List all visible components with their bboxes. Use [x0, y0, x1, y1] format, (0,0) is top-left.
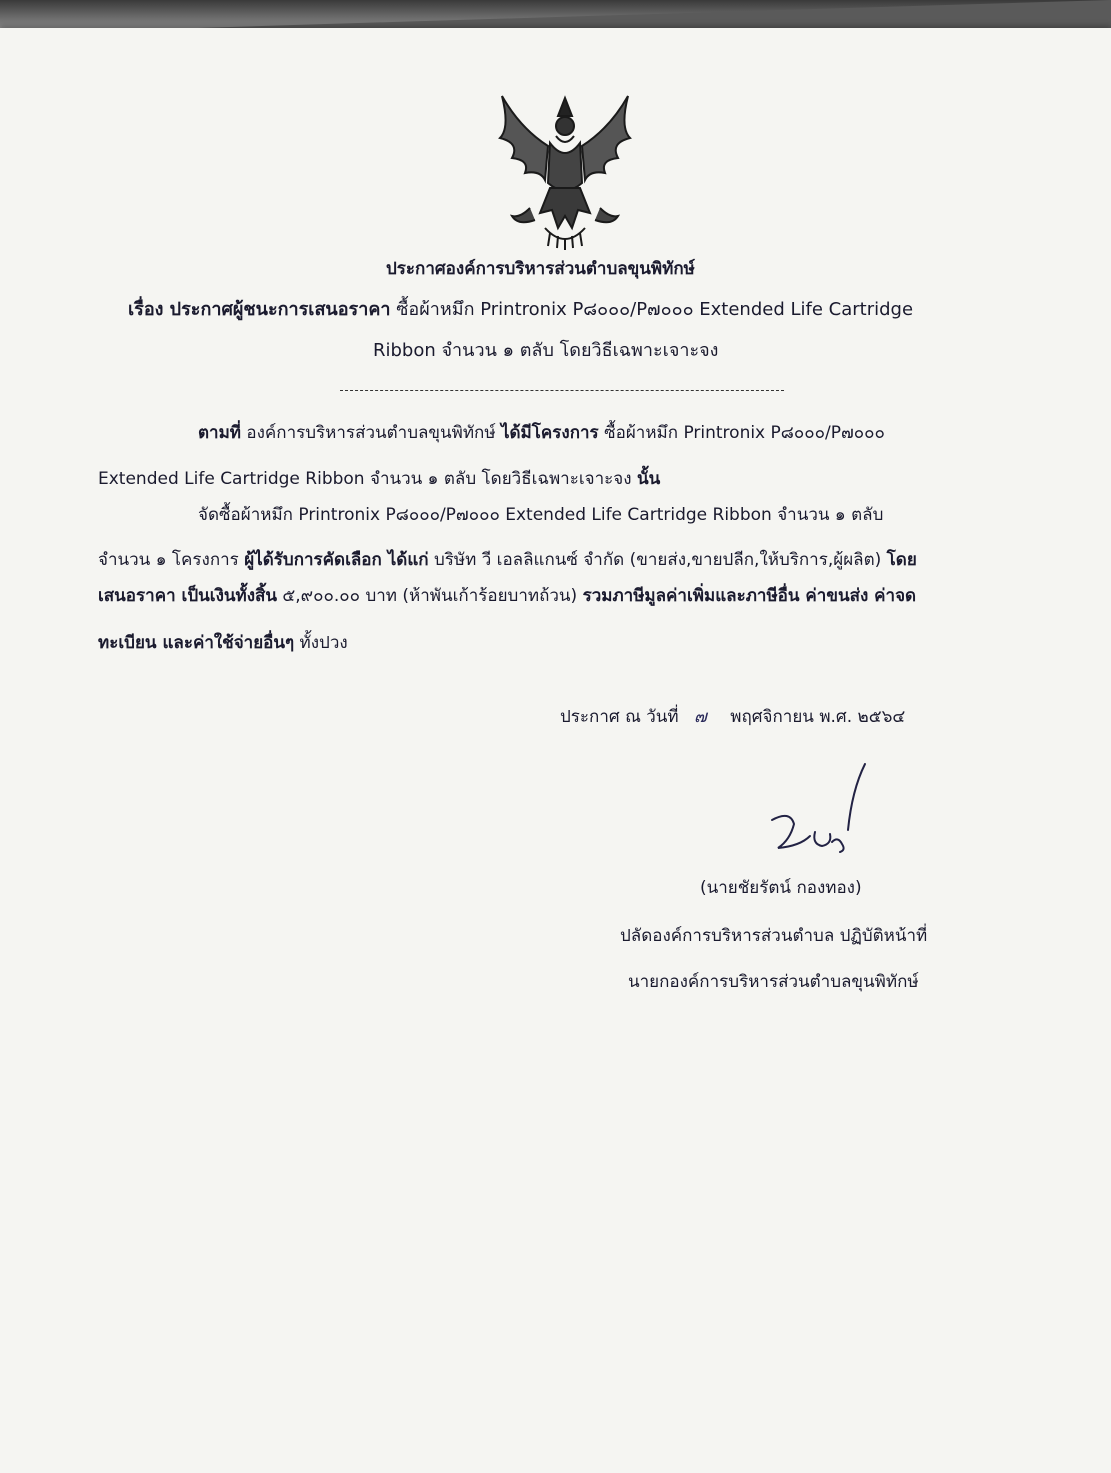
p2-l3-b: ๕,๙๐๐.๐๐ บาท (ห้าพันเก้าร้อยบาทถ้วน) [282, 586, 578, 606]
org-announcement-title: ประกาศองค์การบริหารส่วนตำบลขุนพิทักษ์ [386, 259, 695, 279]
date-prefix: ประกาศ ณ วันที่ [560, 707, 679, 727]
p1-line2: Extended Life Cartridge Ribbon จำนวน ๑ ตลับ โดยวิธีเฉพาะเจาะจง [98, 469, 632, 489]
p1-lead: ตามที่ [198, 423, 241, 443]
garuda-emblem-icon [490, 88, 640, 253]
subject-line [128, 298, 913, 322]
p1-item: ซื้อผ้าหมึก Printronix P๘๐๐๐/P๗๐๐๐ [604, 423, 885, 443]
date-rest: พฤศจิกายน พ.ศ. ๒๕๖๔ [730, 707, 906, 727]
paragraph-1-line-2 [98, 467, 660, 491]
signatory-name: (นายชัยรัตน์ กองทอง) [700, 878, 862, 898]
date-day: ๗ [694, 707, 707, 727]
paragraph-2-line-1: จัดซื้อผ้าหมึก Printronix P๘๐๐๐/P๗๐๐๐ Extended Life Cartridge Ribbon จำนวน ๑ ตลับ [198, 505, 884, 525]
p2-l4-a: ทะเบียน และค่าใช้จ่ายอื่นๆ [98, 633, 295, 653]
paragraph-2-line-2 [98, 548, 917, 572]
subject-line-2: Ribbon จำนวน ๑ ตลับ โดยวิธีเฉพาะเจาะจง [373, 340, 719, 361]
paragraph-2-line-4 [98, 631, 348, 655]
signatory-position-2: นายกองค์การบริหารส่วนตำบลขุนพิทักษ์ [628, 972, 919, 992]
divider-line [340, 390, 784, 391]
announce-date [560, 705, 905, 729]
subject-label: เรื่อง ประกาศผู้ชนะการเสนอราคา [128, 299, 391, 320]
p2-l4-b: ทั้งปวง [299, 633, 348, 653]
p2-l2-c: บริษัท วี เอลลิแกนซ์ จำกัด (ขายส่ง,ขายปลีก,ให้บริการ,ผู้ผลิต) [433, 550, 882, 570]
p2-l3-c: รวมภาษีมูลค่าเพิ่มและภาษีอื่น ค่าขนส่ง ค่าจด [582, 586, 917, 606]
signature-icon [760, 760, 880, 860]
p2-l2-b: ผู้ได้รับการคัดเลือก ได้แก่ [244, 550, 429, 570]
signatory-position-1: ปลัดองค์การบริหารส่วนตำบล ปฏิบัติหน้าที่ [620, 926, 928, 946]
p2-l2-a: จำนวน ๑ โครงการ [98, 550, 239, 570]
paragraph-1-line-1 [198, 421, 885, 445]
p2-l3-a: เสนอราคา เป็นเงินทั้งสิ้น [98, 586, 277, 606]
p1-org: องค์การบริหารส่วนตำบลขุนพิทักษ์ [246, 423, 496, 443]
p1-has: ได้มีโครงการ [500, 423, 599, 443]
p1-end: นั้น [636, 469, 661, 489]
paragraph-2-line-3 [98, 584, 916, 608]
subject-text: ซื้อผ้าหมึก Printronix P๘๐๐๐/P๗๐๐๐ Extended Life Cartridge [396, 299, 914, 320]
p2-l2-d: โดย [886, 550, 917, 570]
